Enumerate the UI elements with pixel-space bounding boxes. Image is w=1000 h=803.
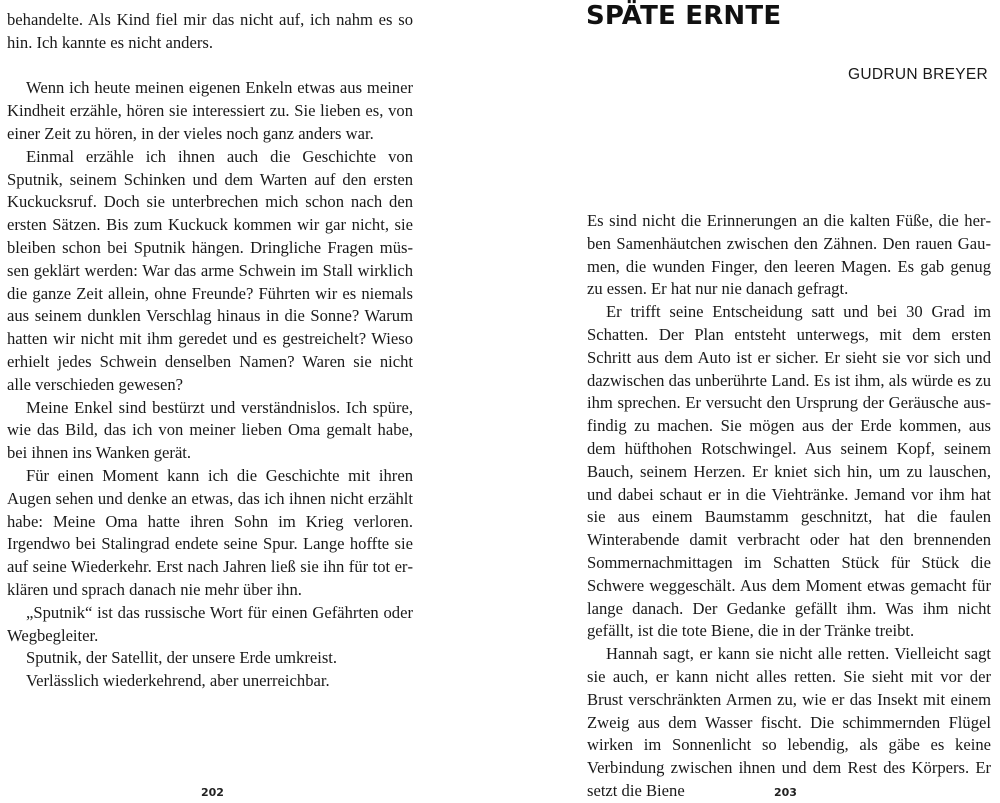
right-page — [500, 0, 1000, 800]
paragraph: Hannah sagt, er kann sie nicht alle retten. Vielleicht sagt sie auch, er kann nicht alles retten. Sie sieht mit vor der Brust verschränkten Armen zu, wie er das Insekt mit einem Zweig aus dem Wasser fischt. Die schimmernden Flügel wirken im Sonnenlicht so lebendig, als gäbe es keine Verbindung zwischen ihnen und dem Rest des Körpers. Er setzt die Biene — [587, 644, 991, 800]
page-number: 202 — [201, 786, 224, 799]
author-name: GUDRUN BREYER — [848, 66, 988, 83]
paragraph: Einmal erzähle ich ihnen auch die Geschichte von Sputnik, seinem Schinken und dem Warten auf den ersten Kuckucksruf. Doch sie unterbrechen mich schon nach den ersten Sätzen. Bis zum Kuckuck kommen wir gar nicht, sie bleiben schon bei Sputnik hängen. Dringliche Fragen müssen geklärt werden: War das arme Schwein im Stall wirklich die ganze Zeit allein, ohne Freunde? Führten wir es niemals aus seinem dunklen Verschlag hinaus in die Sonne? Warum hatten wir nicht mit ihm geredet und es gestreichelt? Wieso erhielt jedes Schwein denselben Namen? Waren sie nicht alle verschieden gewesen? — [7, 146, 413, 394]
chapter-title: SPÄTE ERNTE — [586, 1, 782, 31]
right-page-body — [587, 210, 991, 803]
paragraph: behandelte. Als Kind fiel mir das nicht auf, ich nahm es so hin. Ich kannte es nicht anders. — [7, 10, 413, 52]
paragraph: Wenn ich heute meinen eigenen Enkeln etwas aus meiner Kindheit erzähle, hören sie interessiert zu. Sie lieben es, von einer Zeit zu hören, in der vieles noch ganz anders war. — [7, 78, 413, 143]
paragraph-gap — [7, 55, 413, 78]
left-page — [0, 0, 500, 800]
paragraph: „Sputnik“ ist das russische Wort für einen Gefährten oder Wegbegleiter. — [7, 602, 413, 645]
paragraph: Meine Enkel sind bestürzt und verständnislos. Ich spüre, wie das Bild, das ich von meiner lieben Oma gemalt habe, bei ihnen ins Wanken gerät. — [7, 397, 413, 463]
paragraph: Verlässlich wiederkehrend, aber unerreichbar. — [26, 671, 330, 691]
paragraph: Er trifft seine Entscheidung satt und bei 30 Grad im Schatten. Der Plan entsteht unterwegs, mit dem ersten Schritt aus dem Auto ist er sicher. Er sieht sie vor sich und dazwischen das unberührte Land. Es ist ihm, als würde es zu ihm sprechen. Er versucht den Ursprung der Geräusche ausfindig zu machen. Sie mögen aus der Erde kommen, aus dem hüfthohen Rotschwingel. Aus seinem Kopf, seinem Bauch, seinem Herzen. Er kniet sich hin, um zu lauschen, und dabei schaut er in die Viehtränke. Jemand vor ihm hat sie aus einem Baumstamm geschnitzt, hat die faulen Winterabende damit verbracht oder hat den brennenden Sommernachmittagen im Schatten Stück für Stück die Schwere weggeschält. Aus dem Moment etwas gemacht für lange danach. Der Gedanke gefällt ihm. Was ihm nicht gefällt, ist die tote Biene, die in der Tränke treibt. — [587, 302, 991, 641]
page-number: 203 — [774, 786, 797, 799]
paragraph: Es sind nicht die Erinnerungen an die kalten Füße, die herben Samenhäutchen zwischen den Zähnen. Den rauen Gaumen, die wunden Finger, den leeren Magen. Es gab genug zu essen. Er hat nur nie danach gefragt. — [587, 211, 991, 299]
left-page-body — [7, 9, 413, 693]
paragraph: Sputnik, der Satellit, der unsere Erde umkreist. — [26, 648, 338, 668]
paragraph: Für einen Moment kann ich die Geschichte mit ihren Augen sehen und denke an etwas, das ich ihnen nicht erzählt habe: Meine Oma hatte ihren Sohn im Krieg verloren. Irgendwo bei Stalingrad endete seine Spur. Lange hoffte sie auf seine Wiederkehr. Erst nach Jahren ließ sie ihn für tot erklären und sprach danach nie mehr über ihn. — [7, 465, 413, 599]
